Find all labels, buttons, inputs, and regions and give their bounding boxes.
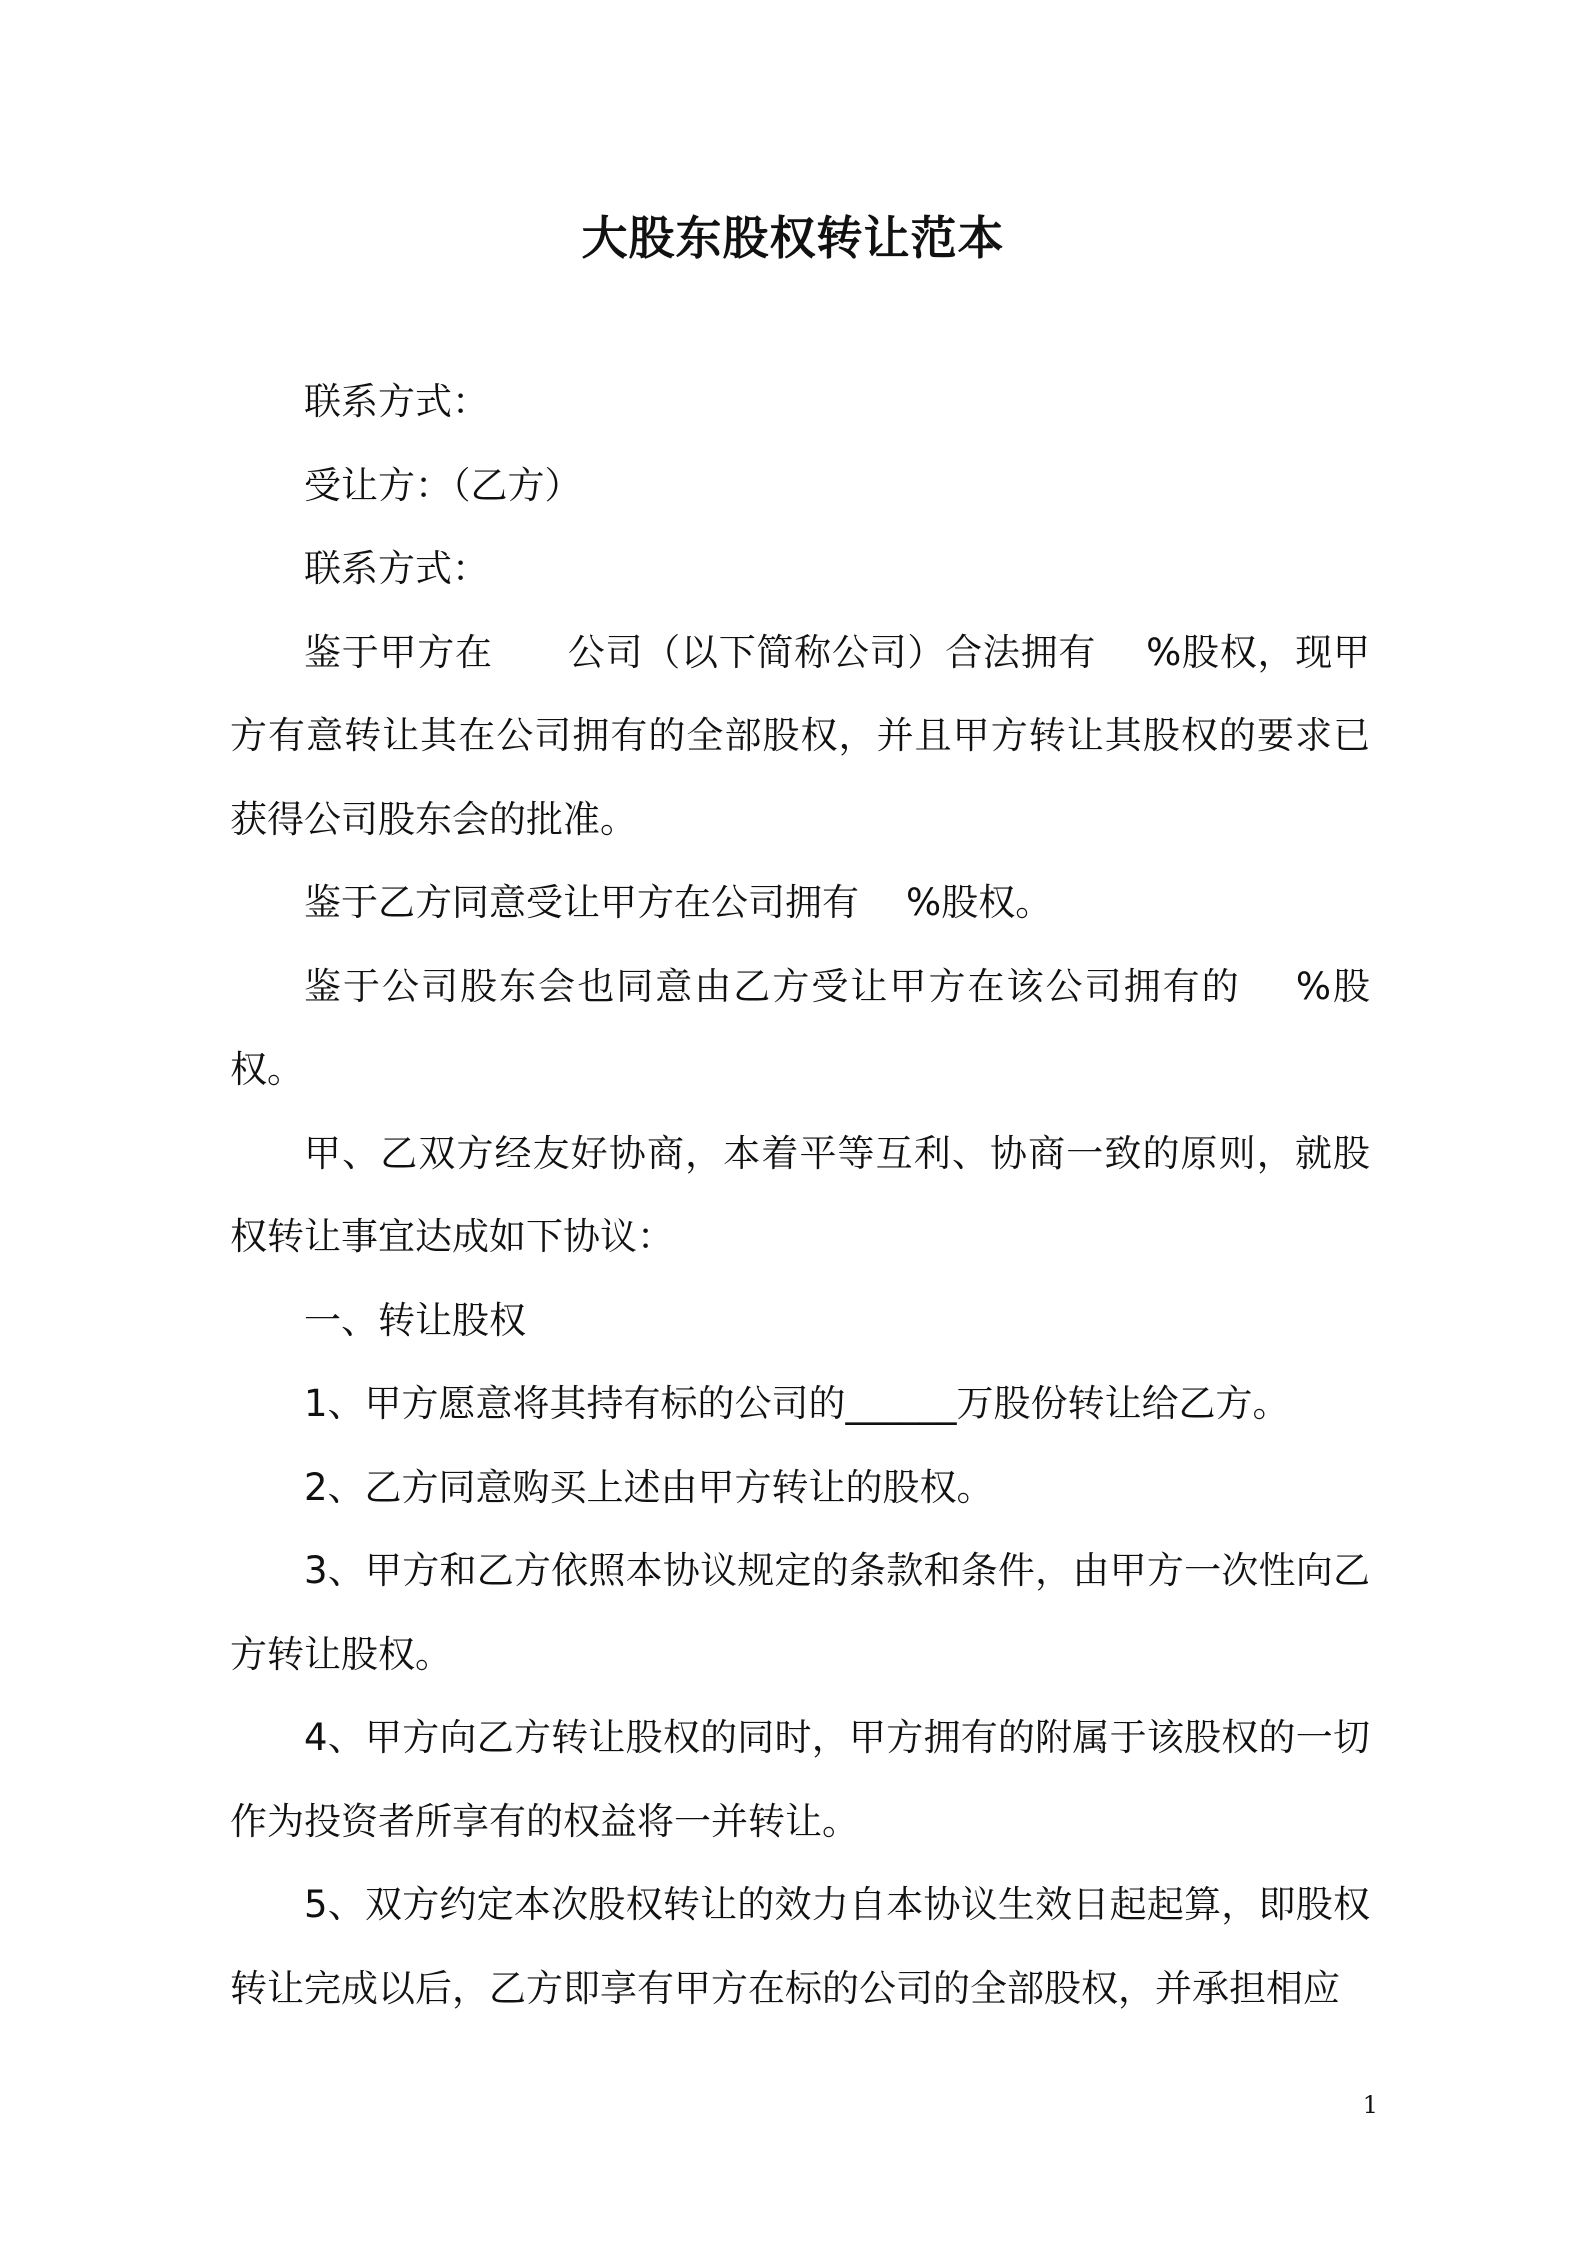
paragraph-recital-2: 鉴于乙方同意受让甲方在公司拥有 %股权。 bbox=[304, 881, 1053, 924]
paragraph-recital-1: 鉴于甲方在 公司（以下简称公司）合法拥有 %股权，现甲方有意转让其在公司拥有的全部股权，并且甲方转让其股权的要求已获得公司股东会的批准。 bbox=[230, 630, 1370, 841]
clause-5: 5、双方约定本次股权转让的效力自本协议生效日起起算，即股权转让完成以后，乙方即享有甲方在标的公司的全部股权，并承担相应 bbox=[230, 1883, 1370, 2010]
clause-4: 4、甲方向乙方转让股权的同时，甲方拥有的附属于该股权的一切作为投资者所享有的权益将一并转让。 bbox=[230, 1716, 1370, 1843]
page-number: 1 bbox=[1362, 2091, 1378, 2119]
paragraph-contact-1: 联系方式： bbox=[304, 380, 489, 423]
paragraph-contact-2: 联系方式： bbox=[304, 547, 489, 590]
paragraph-recital-3: 鉴于公司股东会也同意由乙方受让甲方在该公司拥有的 %股权。 bbox=[230, 964, 1370, 1091]
paragraph-agreement-intro: 甲、乙双方经友好协商，本着平等互利、协商一致的原则，就股权转让事宜达成如下协议： bbox=[230, 1131, 1370, 1258]
document-body bbox=[230, 360, 1370, 2030]
section-heading-transfer: 一、转让股权 bbox=[304, 1298, 526, 1342]
paragraph-transferee: 受让方：（乙方） bbox=[304, 463, 582, 507]
clause-2: 2、乙方同意购买上述由甲方转让的股权。 bbox=[304, 1465, 994, 1509]
clause-3: 3、甲方和乙方依照本协议规定的条款和条件，由甲方一次性向乙方转让股权。 bbox=[230, 1549, 1370, 1676]
clause-1: 1、甲方愿意将其持有标的公司的______万股份转让给乙方。 bbox=[304, 1382, 1290, 1425]
document-title: 大股东股权转让范本 bbox=[581, 211, 1005, 265]
